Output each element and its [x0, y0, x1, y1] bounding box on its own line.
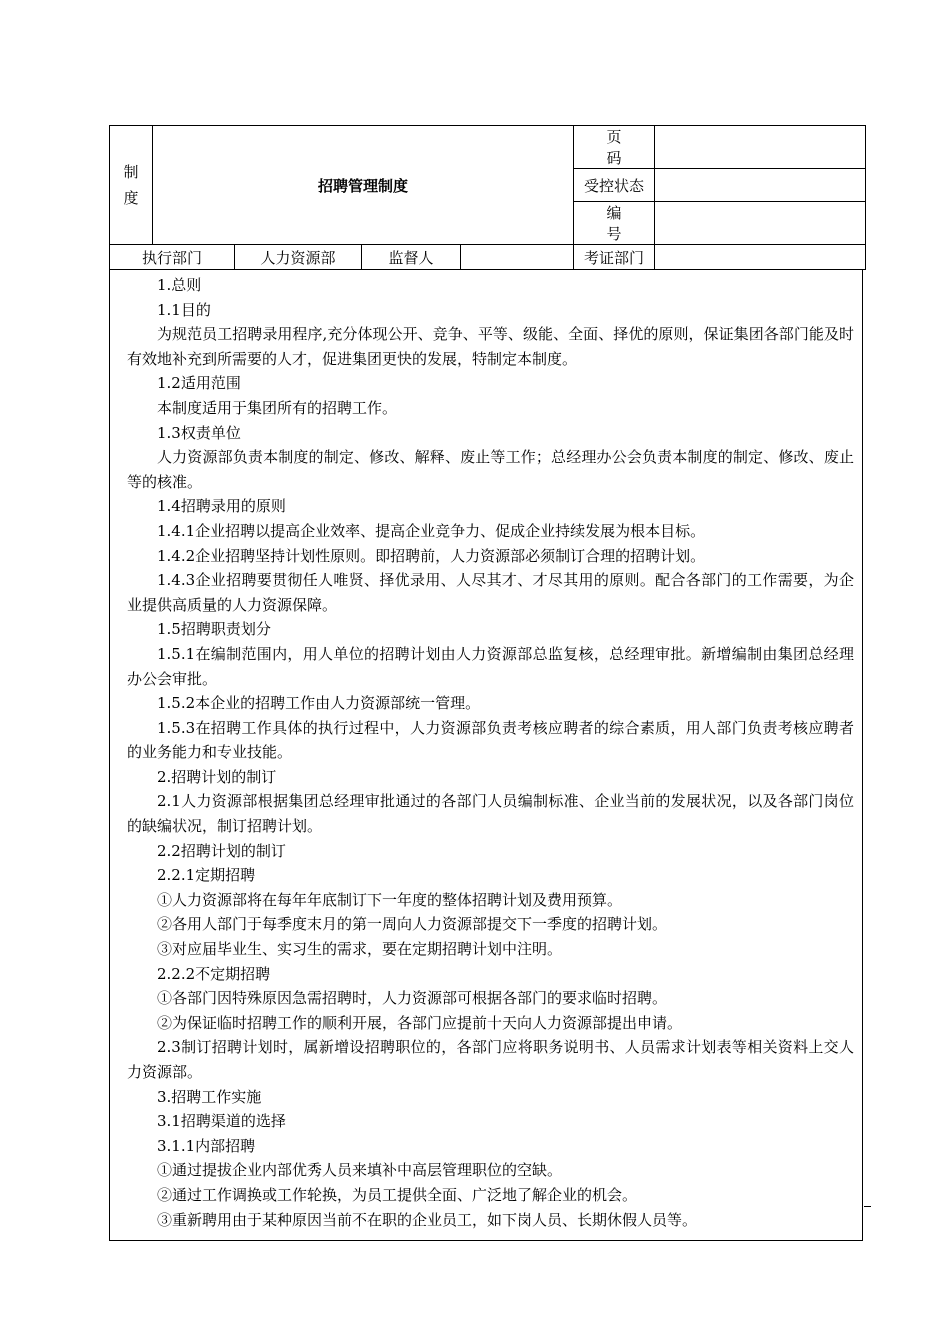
category-label: 制 度: [110, 126, 153, 245]
paragraph: 2.2.2不定期招聘: [157, 964, 271, 983]
paragraph: 1.5.2本企业的招聘工作由人力资源部统一管理。: [157, 694, 481, 713]
paragraph: 本制度适用于集团所有的招聘工作。: [157, 398, 398, 417]
paragraph: ①各部门因特殊原因急需招聘时，人力资源部可根据各部门的要求临时招聘。: [157, 989, 668, 1008]
control-status-label: 受控状态: [574, 169, 655, 202]
paragraph: 1.5招聘职责划分: [157, 620, 271, 639]
dept-label: 执行部门: [110, 245, 235, 270]
paragraph: 人力资源部负责本制度的制定、修改、解释、废止等工作；总经理办公会负责本制度的制定、修改、废止等的核准。: [127, 448, 854, 491]
control-status-value: [655, 169, 866, 202]
paragraph: ①人力资源部将在每年年底制订下一年度的整体招聘计划及费用预算。: [157, 890, 623, 909]
audit-dept-label: 考证部门: [574, 245, 655, 270]
supervisor-value: [461, 245, 574, 270]
paragraph: ②为保证临时招聘工作的顺利开展，各部门应提前十天向人力资源部提出申请。: [157, 1013, 683, 1032]
paragraph: ③重新聘用由于某种原因当前不在职的企业员工，如下岗人员、长期休假人员等。: [157, 1210, 698, 1229]
table-edge-mark: [864, 1206, 871, 1207]
paragraph: 1.2适用范围: [157, 374, 241, 393]
number-label: 编 号: [574, 202, 655, 245]
document-form: [109, 125, 864, 1241]
paragraph: 1.5.3在招聘工作具体的执行过程中，人力资源部负责考核应聘者的综合素质，用人部门负责考核应聘者的业务能力和专业技能。: [127, 718, 854, 762]
number-value: [655, 202, 866, 245]
paragraph: 为规范员工招聘录用程序,充分体现公开、竞争、平等、级能、全面、择优的原则，保证集团各部门能及时有效地补充到所需要的人才，促进集团更快的发展，特制定本制度。: [127, 325, 854, 368]
supervisor-label: 监督人: [362, 245, 461, 270]
paragraph: 2.招聘计划的制订: [157, 767, 277, 786]
document-title: 招聘管理制度: [153, 126, 574, 245]
paragraph: 1.4.2企业招聘坚持计划性原则。即招聘前，人力资源部必须制订合理的招聘计划。: [157, 546, 706, 565]
paragraph: ③对应届毕业生、实习生的需求，要在定期招聘计划中注明。: [157, 940, 563, 959]
page-value: [655, 126, 866, 169]
paragraph: ①通过提拔企业内部优秀人员来填补中高层管理职位的空缺。: [157, 1161, 563, 1180]
paragraph: 2.2.1定期招聘: [157, 866, 256, 885]
dept-value: 人力资源部: [235, 245, 362, 270]
paragraph: 1.4.3企业招聘要贯彻任人唯贤、择优录用、人尽其才、才尽其用的原则。配合各部门的工作需要，为企业提供高质量的人力资源保障。: [127, 571, 854, 614]
paragraph: 1.总则: [157, 276, 202, 294]
paragraph: 3.招聘工作实施: [157, 1087, 262, 1106]
paragraph: 1.5.1在编制范围内，用人单位的招聘计划由人力资源部总监复核，总经理审批。新增编制由集团总经理办公会审批。: [127, 644, 854, 688]
paragraph: 2.1人力资源部根据集团总经理审批通过的各部门人员编制标准、企业当前的发展状况，以及各部门岗位的缺编状况，制订招聘计划。: [127, 792, 854, 836]
audit-dept-value: [655, 245, 866, 270]
paragraph: ②各用人部门于每季度末月的第一周向人力资源部提交下一季度的招聘计划。: [157, 915, 668, 934]
paragraph: 2.3制订招聘计划时，属新增设招聘职位的，各部门应将职务说明书、人员需求计划表等相关资料上交人力资源部。: [127, 1038, 854, 1081]
page-label: 页 码: [574, 126, 655, 169]
paragraph: 1.4招聘录用的原则: [157, 497, 286, 516]
paragraph: ②通过工作调换或工作轮换，为员工提供全面、广泛地了解企业的机会。: [157, 1185, 638, 1204]
paragraph: 1.3权责单位: [157, 423, 241, 442]
paragraph: 2.2招聘计划的制订: [157, 841, 286, 860]
paragraph: 3.1.1内部招聘: [157, 1136, 256, 1155]
paragraph: 1.1目的: [157, 300, 211, 319]
header-table: [109, 125, 866, 270]
paragraph: 3.1招聘渠道的选择: [157, 1112, 286, 1131]
document-body: [109, 270, 863, 1241]
paragraph: 1.4.1企业招聘以提高企业效率、提高企业竞争力、促成企业持续发展为根本目标。: [157, 521, 706, 540]
